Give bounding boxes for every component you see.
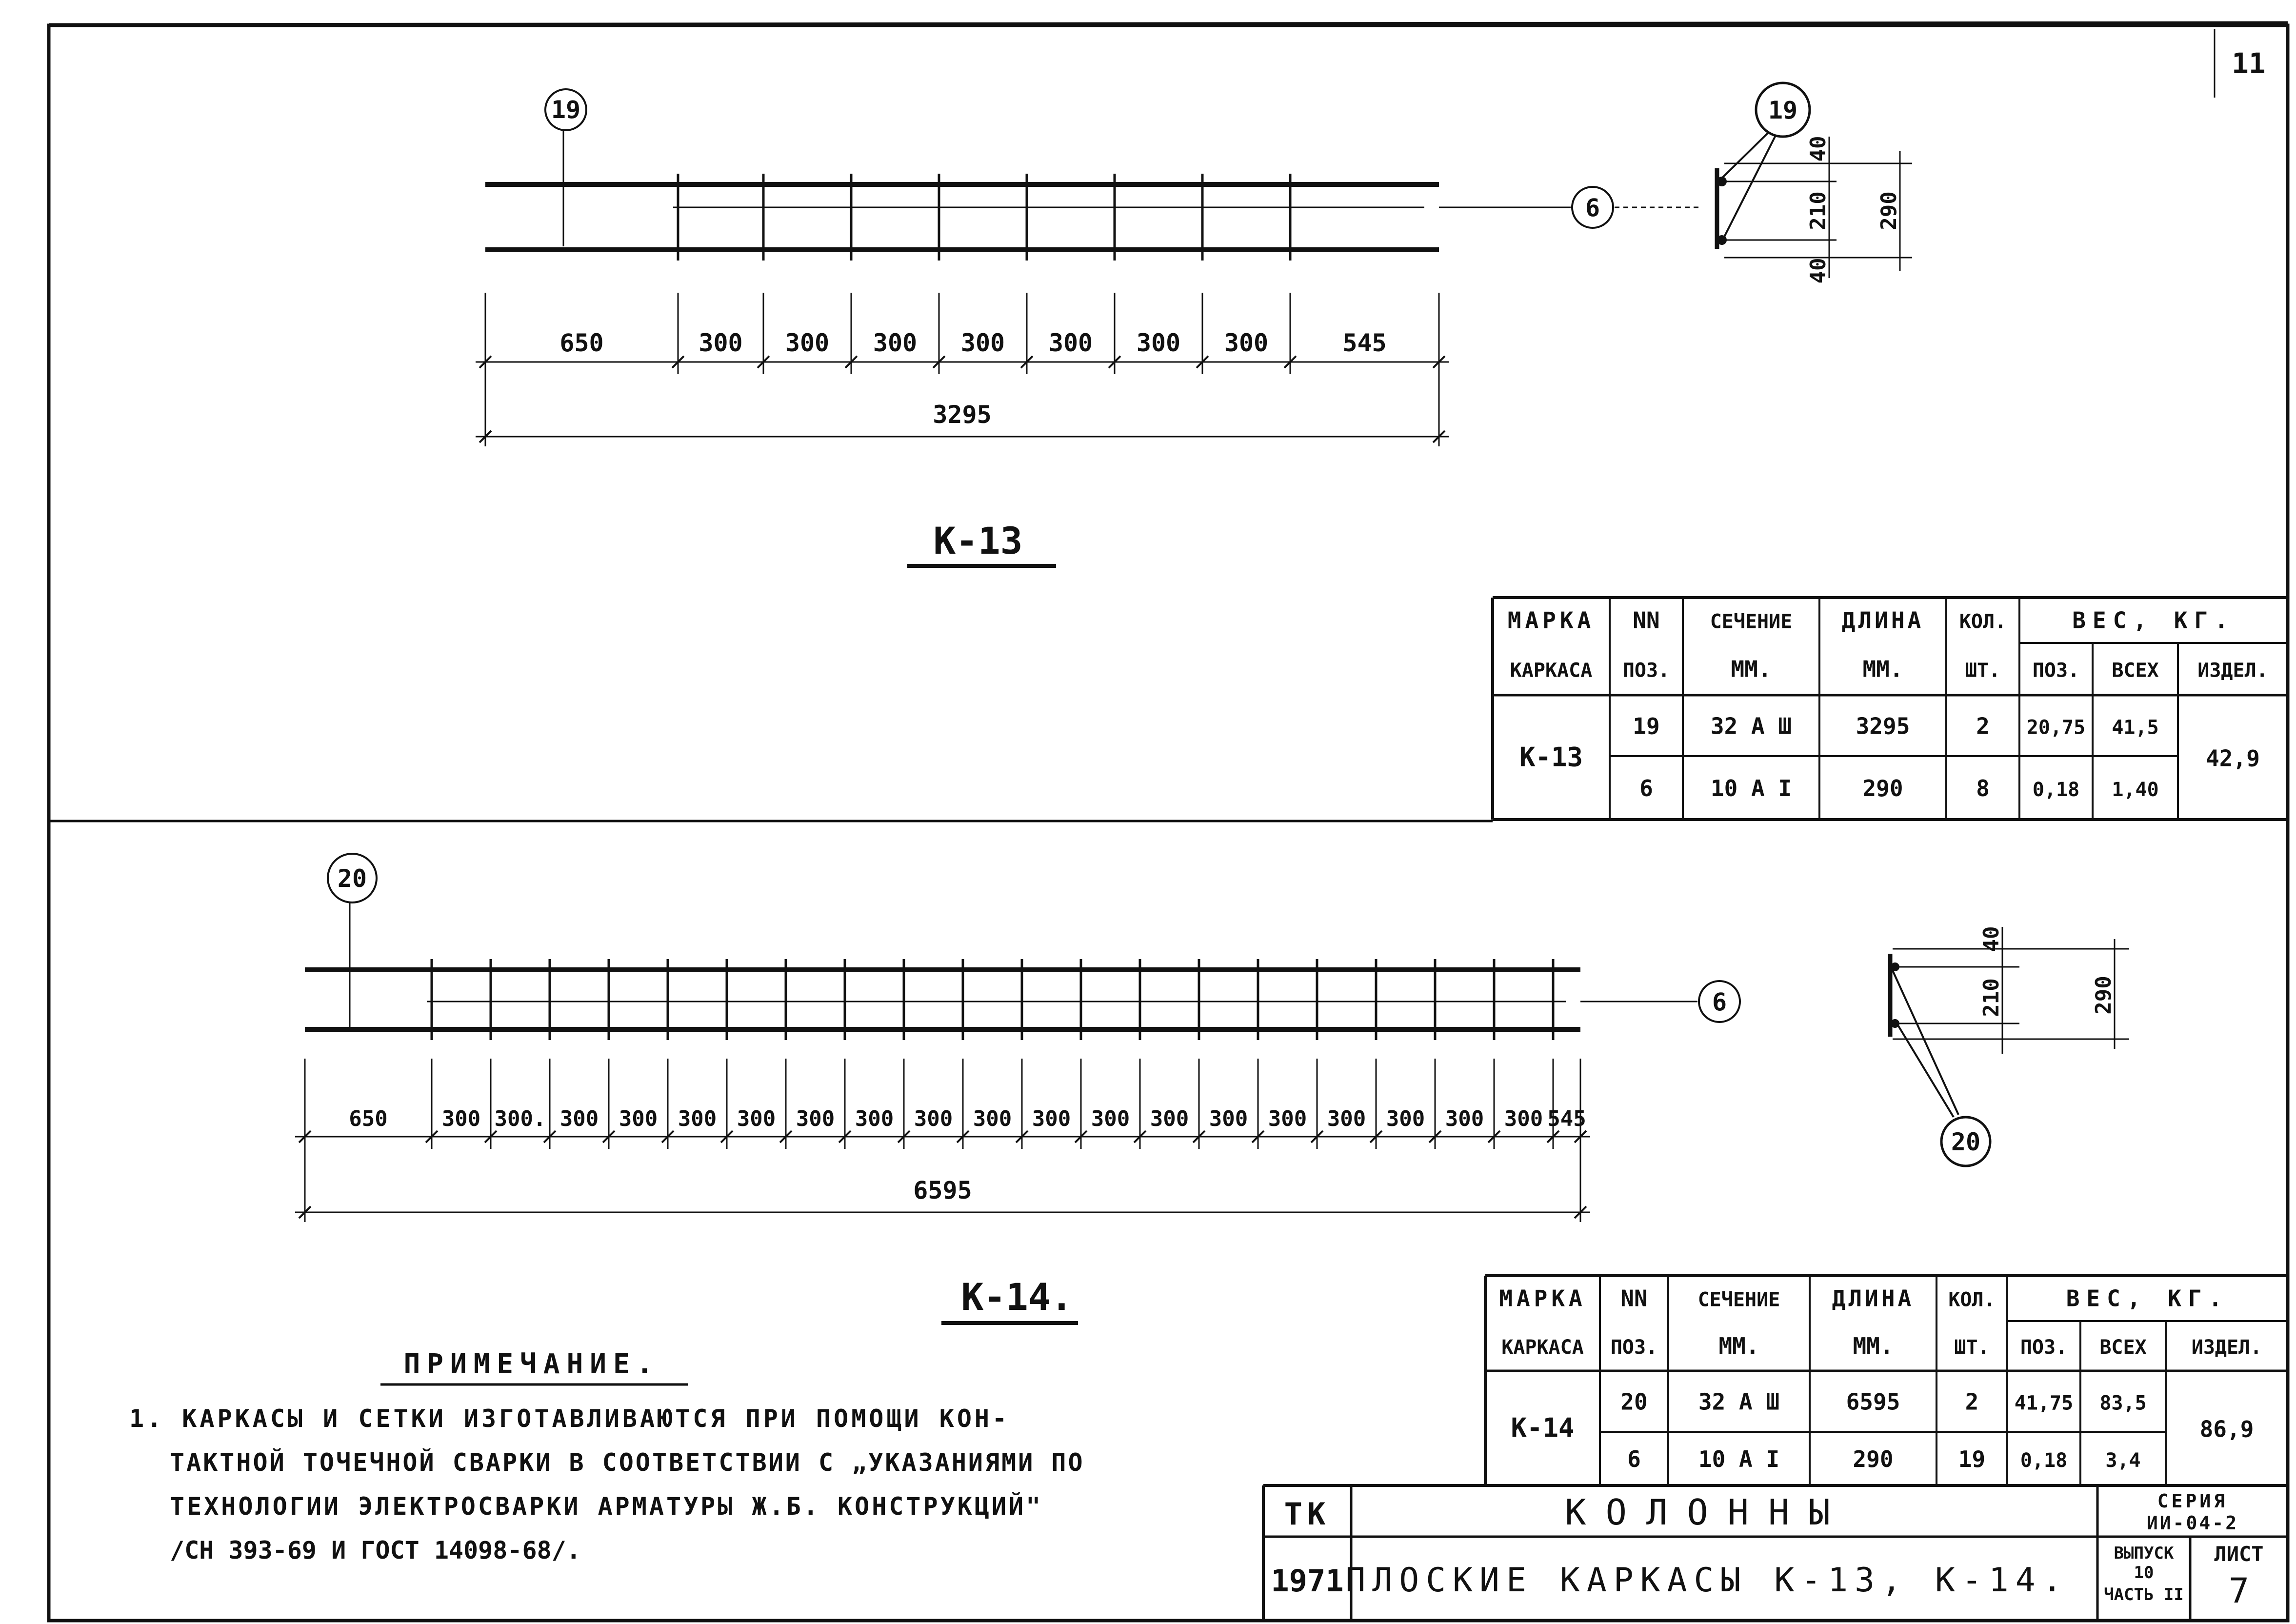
k13-dim-label-9: 545 — [1342, 329, 1387, 357]
k13-table-h-vseh: ВСЕХ — [2112, 659, 2159, 682]
k14-dim-label-15: 300 — [1209, 1106, 1248, 1131]
k14-dim-label-19: 300 — [1445, 1106, 1484, 1131]
k13-table-r1-ves-vseh: 1,40 — [2112, 779, 2159, 801]
k13-table-mark: К-13 — [1519, 742, 1583, 773]
k14-table-h-mm: ММ. — [1718, 1333, 1759, 1359]
svg-text:20: 20 — [337, 864, 367, 893]
k14-table-h-mm2: ММ. — [1853, 1333, 1894, 1359]
k14-dim-label-1: 650 — [349, 1106, 388, 1131]
k14-dim-label-8: 300 — [796, 1106, 835, 1131]
k13-table-h-mm: ММ. — [1731, 656, 1772, 682]
note-line-3: ТЕХНОЛОГИИ ЭЛЕКТРОСВАРКИ АРМАТУРЫ Ж.Б. КОНСТРУКЦИЙ" — [170, 1492, 1043, 1521]
k14-elevation — [305, 959, 1580, 1040]
stamp-seriya-value: ИИ-04-2 — [2146, 1512, 2239, 1534]
k14-title — [941, 1275, 1078, 1323]
svg-text:290: 290 — [1877, 191, 1901, 230]
sheet-frame — [49, 25, 2288, 1621]
k14-dim-label-7: 300 — [737, 1106, 776, 1131]
k14-table-r0-ves-poz: 41,75 — [2014, 1392, 2074, 1415]
svg-text:40: 40 — [1806, 258, 1831, 284]
k14-dim-label-14: 300 — [1150, 1106, 1189, 1131]
k14-table-r0-dlina: 6595 — [1846, 1388, 1900, 1415]
k14-link-marker-6 — [1580, 981, 1740, 1022]
k14-dimension-chain — [295, 1059, 1590, 1222]
k13-table-h-poz2: ПОЗ. — [2032, 659, 2080, 682]
k13-table-h-nn: NN — [1633, 607, 1660, 634]
k14-table-r0-sech: 32 А Ш — [1698, 1388, 1780, 1415]
k13-table-r0-sech: 32 А Ш — [1710, 713, 1792, 740]
k14-table-r1-dlina: 290 — [1853, 1446, 1894, 1472]
k14-section — [1890, 926, 2129, 1166]
svg-text:К-13: К-13 — [933, 519, 1023, 562]
k13-table-r1-kol: 8 — [1976, 775, 1990, 802]
k14-table-r1-ves-vseh: 3,4 — [2105, 1449, 2141, 1472]
k14-table-r1-sech: 10 А I — [1698, 1446, 1780, 1472]
note-heading: ПРИМЕЧАНИЕ. — [403, 1348, 660, 1380]
k13-dim-label-5: 300 — [960, 329, 1005, 357]
k14-table-r0-poz: 20 — [1620, 1388, 1648, 1415]
k13-table-h-kol: КОЛ. — [1959, 610, 2007, 633]
k13-table-h-dlina: ДЛИНА — [1841, 607, 1924, 634]
k14-table-h-ves: ВЕС, КГ. — [2066, 1285, 2229, 1312]
k14-marker-20 — [328, 854, 377, 1032]
k14-table-h-karkasa: КАРКАСА — [1501, 1336, 1584, 1359]
k14-dim-label-16: 300 — [1268, 1106, 1307, 1131]
k14-table-h-vseh: ВСЕХ — [2099, 1336, 2147, 1359]
k14-table-h-marka: МАРКА — [1499, 1285, 1586, 1312]
k14-table-r1-poz: 6 — [1627, 1446, 1641, 1472]
k14-dim-label-17: 300 — [1327, 1106, 1366, 1131]
k14-table-h-sechenie: СЕЧЕНИЕ — [1697, 1288, 1780, 1311]
stamp-vypusk-value: 10 — [2134, 1563, 2154, 1583]
k13-table-r1-poz: 6 — [1639, 775, 1653, 802]
k13-table-h-sht: ШТ. — [1965, 659, 2001, 682]
k13-table-h-izdel: ИЗДЕЛ. — [2197, 659, 2268, 682]
k13-dim-label-4: 300 — [873, 329, 918, 357]
svg-text:19: 19 — [1768, 96, 1798, 124]
stamp-seriya-label: СЕРИЯ — [2157, 1490, 2228, 1512]
k14-table-izdel: 86,9 — [2199, 1416, 2254, 1443]
k13-section — [1717, 83, 1912, 283]
k13-table-r0-kol: 2 — [1976, 713, 1990, 740]
k14-dim-label-6: 300 — [678, 1106, 717, 1131]
note-line-2: ТАКТНОЙ ТОЧЕЧНОЙ СВАРКИ В СООТВЕТСТВИИ С „УКАЗАНИЯМИ ПО — [170, 1448, 1085, 1477]
title-block — [1263, 1485, 2288, 1621]
k14-table-h-poz2: ПОЗ. — [2020, 1336, 2068, 1359]
k14-table-mark: К-14 — [1511, 1412, 1575, 1444]
k13-dim-label-3: 300 — [785, 329, 830, 357]
k13-dim-label-6: 300 — [1048, 329, 1093, 357]
stamp-year: 1971 — [1271, 1563, 1344, 1599]
k13-marker-19 — [545, 89, 586, 246]
k14-table-r0-ves-vseh: 83,5 — [2099, 1392, 2147, 1415]
note-block — [129, 1348, 1085, 1564]
svg-text:40: 40 — [1979, 926, 2004, 952]
k13-table-r0-poz: 19 — [1633, 713, 1660, 740]
k14-dim-label-21: 545 — [1547, 1106, 1586, 1131]
k13-dim-label-7: 300 — [1136, 329, 1181, 357]
k14-dim-label-13: 300 — [1091, 1106, 1130, 1131]
sheet-page-number: 11 — [2232, 47, 2266, 80]
svg-text:6: 6 — [1712, 988, 1727, 1016]
k13-dim-label-2: 300 — [699, 329, 743, 357]
note-line-4: /СН 393-69 И ГОСТ 14098-68/. — [170, 1536, 581, 1564]
k14-dim-label-2: 300 — [441, 1106, 481, 1131]
k14-dim-label-5: 300 — [619, 1106, 658, 1131]
stamp-title-2: ПЛОСКИЕ КАРКАСЫ К-13, К-14. — [1345, 1561, 2069, 1600]
k14-table-h-nn: NN — [1620, 1285, 1648, 1312]
k13-table-r1-sech: 10 А I — [1710, 775, 1792, 802]
svg-text:290: 290 — [2091, 976, 2116, 1015]
svg-text:20: 20 — [1951, 1128, 1981, 1156]
k13-table-h-sechenie: СЕЧЕНИЕ — [1710, 610, 1793, 633]
k14-dim-label-4: 300 — [559, 1106, 599, 1131]
k13-table-h-mm2: ММ. — [1862, 656, 1903, 682]
svg-text:19: 19 — [551, 96, 581, 124]
k13-dim-total-label: 3295 — [933, 401, 992, 429]
note-line-1: 1. КАРКАСЫ И СЕТКИ ИЗГОТАВЛИВАЮТСЯ ПРИ ПОМОЩИ КОН- — [129, 1404, 1010, 1433]
k13-title — [907, 519, 1056, 566]
stamp-tk: ТК — [1284, 1496, 1331, 1532]
stamp-vypusk-label: ВЫПУСК — [2114, 1544, 2174, 1563]
k14-dim-label-12: 300 — [1032, 1106, 1071, 1131]
k13-table-r0-dlina: 3295 — [1856, 713, 1910, 740]
stamp-title-1: КОЛОННЫ — [1565, 1492, 1850, 1533]
k13-table-h-marka: МАРКА — [1507, 607, 1595, 634]
k14-dim-label-9: 300 — [855, 1106, 894, 1131]
k14-table-r0-kol: 2 — [1965, 1388, 1979, 1415]
k14-table-h-dlina: ДЛИНА — [1832, 1285, 1915, 1312]
svg-text:210: 210 — [1806, 191, 1831, 230]
k13-dim-label-1: 650 — [559, 329, 604, 357]
k13-link-marker-6 — [1439, 187, 1702, 228]
stamp-list-label: ЛИСТ — [2214, 1542, 2264, 1566]
stamp-list-value: 7 — [2228, 1571, 2250, 1611]
k13-dim-label-8: 300 — [1224, 329, 1269, 357]
k14-table-h-izdel: ИЗДЕЛ. — [2191, 1336, 2262, 1359]
k14-table-h-kol: КОЛ. — [1948, 1288, 1996, 1311]
k14-dim-label-18: 300 — [1386, 1106, 1425, 1131]
k14-table-r1-kol: 19 — [1958, 1446, 1986, 1472]
svg-text:210: 210 — [1979, 978, 2004, 1017]
k13-table-r1-ves-poz: 0,18 — [2032, 779, 2080, 801]
k14-table-h-poz: ПОЗ. — [1610, 1336, 1658, 1359]
k13-table-r1-dlina: 290 — [1862, 775, 1903, 802]
k14-dim-label-11: 300 — [973, 1106, 1012, 1131]
k14-table-h-sht: ШТ. — [1954, 1336, 1990, 1359]
k13-dimension-chain — [476, 293, 1449, 446]
svg-text:6: 6 — [1585, 194, 1600, 222]
k13-spec-table — [1493, 598, 2288, 820]
stamp-chast-label: ЧАСТЬ II — [2104, 1585, 2184, 1604]
k14-dim-label-3: 300. — [494, 1106, 546, 1131]
k13-table-h-ves: ВЕС, КГ. — [2072, 607, 2235, 634]
k14-dim-label-10: 300 — [914, 1106, 953, 1131]
k14-spec-table — [1485, 1276, 2288, 1485]
svg-text:40: 40 — [1806, 136, 1831, 162]
k13-table-izdel: 42,9 — [2206, 745, 2260, 772]
k13-table-r0-ves-poz: 20,75 — [2026, 716, 2086, 739]
k13-table-h-karkasa: КАРКАСА — [1510, 659, 1593, 682]
k13-table-h-poz: ПОЗ. — [1622, 659, 1670, 682]
k14-dim-label-20: 300 — [1504, 1106, 1543, 1131]
k13-table-r0-ves-vseh: 41,5 — [2112, 716, 2159, 739]
k14-dim-total-label: 6595 — [913, 1176, 972, 1204]
svg-text:К-14.: К-14. — [961, 1275, 1073, 1319]
k14-table-r1-ves-poz: 0,18 — [2020, 1449, 2068, 1472]
k13-elevation — [485, 174, 1439, 261]
